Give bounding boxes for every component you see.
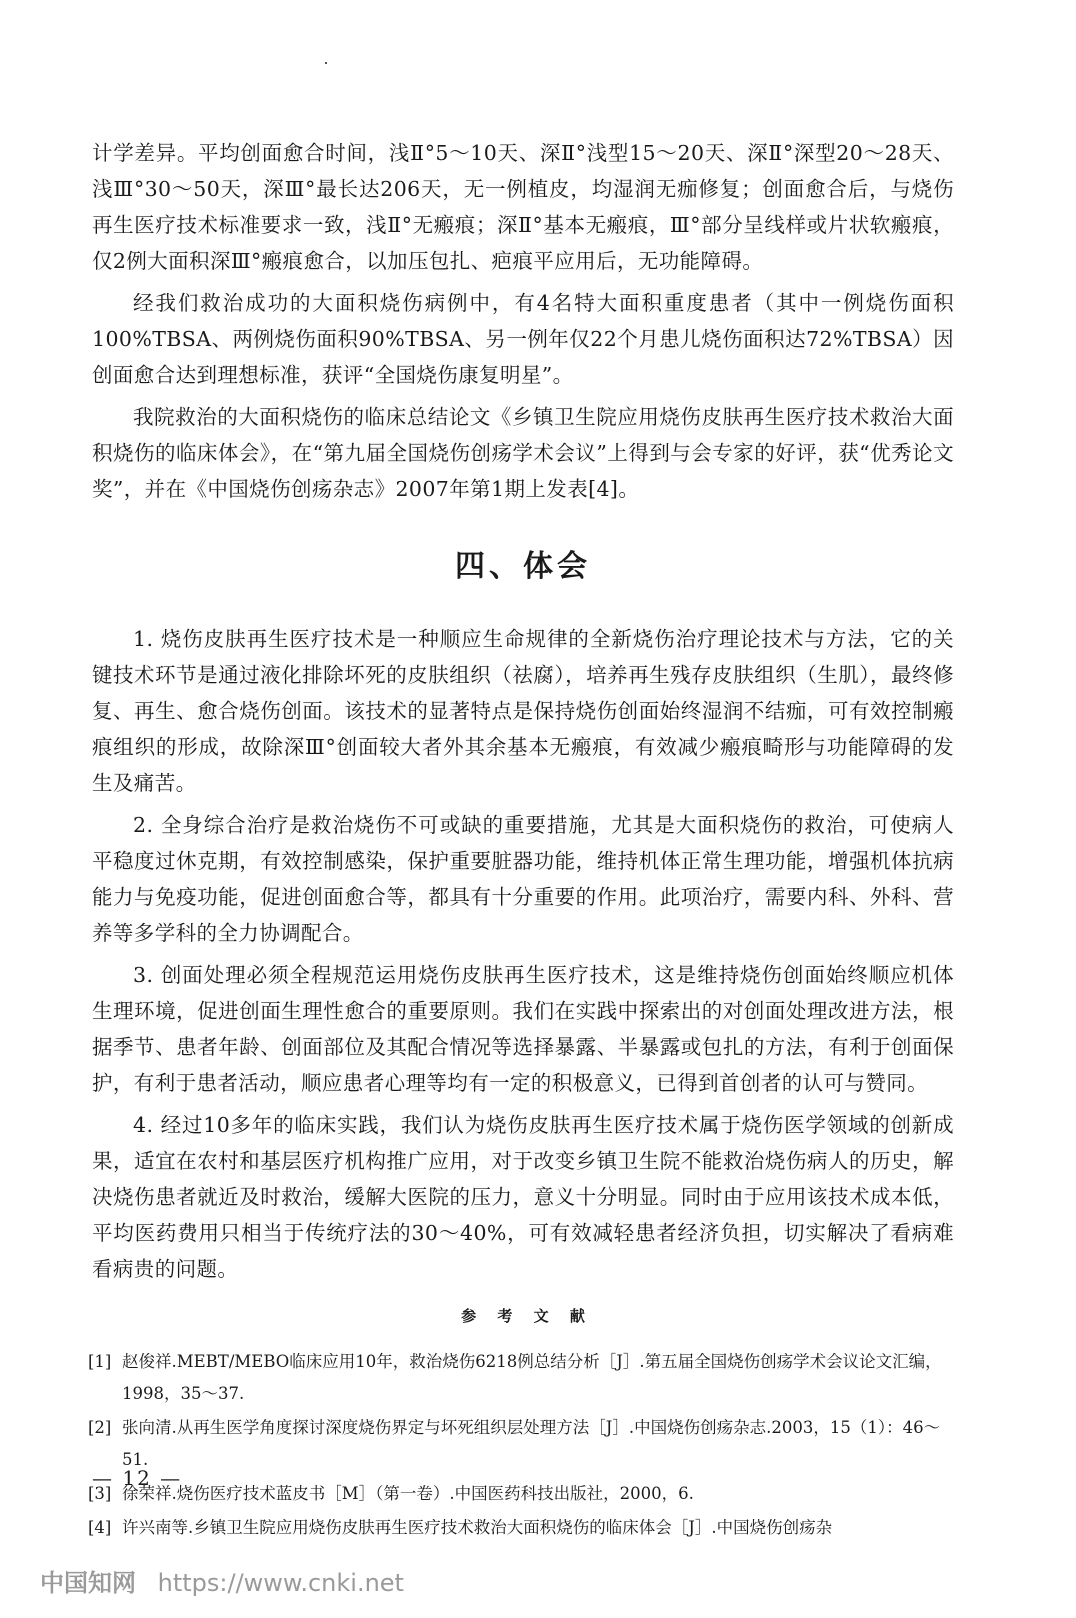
reference-text: 赵俊祥.MEBT/MEBO临床应用10年，救治烧伤6218例总结分析［J］.第五届全国烧伤创疡学术会议论文汇编，1998，35～37. (122, 1352, 942, 1403)
page-content (88, 135, 954, 1546)
paragraph-point-2: 2. 全身综合治疗是救治烧伤不可或缺的重要措施，尤其是大面积烧伤的救治，可使病人平稳度过休克期，有效控制感染，保护重要脏器功能，维持机体正常生理功能，增强机体抗病能力与免疫功能，促进创面愈合等，都具有十分重要的作用。此项治疗，需要内科、外科、营养等多学科的全力协调配合。 (92, 813, 954, 945)
reference-number: [2] (88, 1418, 112, 1437)
watermark-url: https://www.cnki.net (157, 1569, 404, 1597)
reference-item (88, 1346, 954, 1410)
paragraph-patients: 经我们救治成功的大面积烧伤病例中，有4名特大面积重度患者（其中一例烧伤面积100%TBSA、两例烧伤面积90%TBSA、另一例年仅22个月患儿烧伤面积达72%TBSA）因创面愈合达到理想标准，获评“全国烧伤康复明星”。 (92, 291, 954, 387)
paragraph-paper: 我院救治的大面积烧伤的临床总结论文《乡镇卫生院应用烧伤皮肤再生医疗技术救治大面积烧伤的临床体会》，在“第九届全国烧伤创疡学术会议”上得到与会专家的好评，获“优秀论文奖”，并在《中国烧伤创疡杂志》2007年第1期上发表[4]。 (92, 405, 954, 501)
reference-number: [4] (88, 1518, 112, 1537)
section-heading: 四、体会 (455, 549, 591, 584)
reference-item (88, 1478, 954, 1510)
reference-item (88, 1512, 954, 1544)
reference-text: 张向清.从再生医学角度探讨深度烧伤界定与坏死组织层处理方法［J］.中国烧伤创疡杂志.2003，15（1）：46～51. (122, 1418, 941, 1469)
paragraph-point-1: 1. 烧伤皮肤再生医疗技术是一种顺应生命规律的全新烧伤治疗理论技术与方法，它的关键技术环节是通过液化排除坏死的皮肤组织（祛腐），培养再生残存皮肤组织（生肌），最终修复、再生、愈合烧伤创面。该技术的显著特点是保持烧伤创面始终湿润不结痂，可有效控制瘢痕组织的形成，故除深Ⅲ°创面较大者外其余基本无瘢痕，有效减少瘢痕畸形与功能障碍的发生及痛苦。 (92, 627, 954, 795)
scan-speck (325, 62, 327, 64)
reference-text: 徐荣祥.烧伤医疗技术蓝皮书［M］（第一卷）.中国医药科技出版社，2000，6. (122, 1484, 694, 1503)
reference-number: [3] (88, 1484, 112, 1503)
reference-text: 许兴南等.乡镇卫生院应用烧伤皮肤再生医疗技术救治大面积烧伤的临床体会［J］.中国烧伤创疡杂 (122, 1518, 833, 1537)
page-number: — 12 — (92, 1466, 183, 1490)
paragraph-continued: 计学差异。平均创面愈合时间，浅Ⅱ°5～10天、深Ⅱ°浅型15～20天、深Ⅱ°深型20～28天、浅Ⅲ°30～50天，深Ⅲ°最长达206天，无一例植皮，均湿润无痂修复；创面愈合后，与烧伤再生医疗技术标准要求一致，浅Ⅱ°无瘢痕；深Ⅱ°基本无瘢痕，Ⅲ°部分呈线样或片状软瘢痕，仅2例大面积深Ⅲ°瘢痕愈合，以加压包扎、疤痕平应用后，无功能障碍。 (92, 141, 954, 273)
reference-number: [1] (88, 1352, 112, 1371)
references-heading: 参 考 文 献 (461, 1307, 585, 1325)
cnki-watermark (40, 1563, 404, 1598)
paragraph-point-3: 3. 创面处理必须全程规范运用烧伤皮肤再生医疗技术，这是维持烧伤创面始终顺应机体生理环境，促进创面生理性愈合的重要原则。我们在实践中探索出的对创面处理改进方法，根据季节、患者年龄、创面部位及其配合情况等选择暴露、半暴露或包扎的方法，有利于创面保护，有利于患者活动，顺应患者心理等均有一定的积极意义，已得到首创者的认可与赞同。 (92, 963, 954, 1095)
watermark-brand: 中国知网 (40, 1569, 136, 1597)
paragraph-point-4: 4. 经过10多年的临床实践，我们认为烧伤皮肤再生医疗技术属于烧伤医学领域的创新成果，适宜在农村和基层医疗机构推广应用，对于改变乡镇卫生院不能救治烧伤病人的历史，解决烧伤患者就近及时救治，缓解大医院的压力，意义十分明显。同时由于应用该技术成本低，平均医药费用只相当于传统疗法的30～40%，可有效减轻患者经济负担，切实解决了看病难看病贵的问题。 (92, 1113, 954, 1281)
reference-item (88, 1412, 954, 1476)
